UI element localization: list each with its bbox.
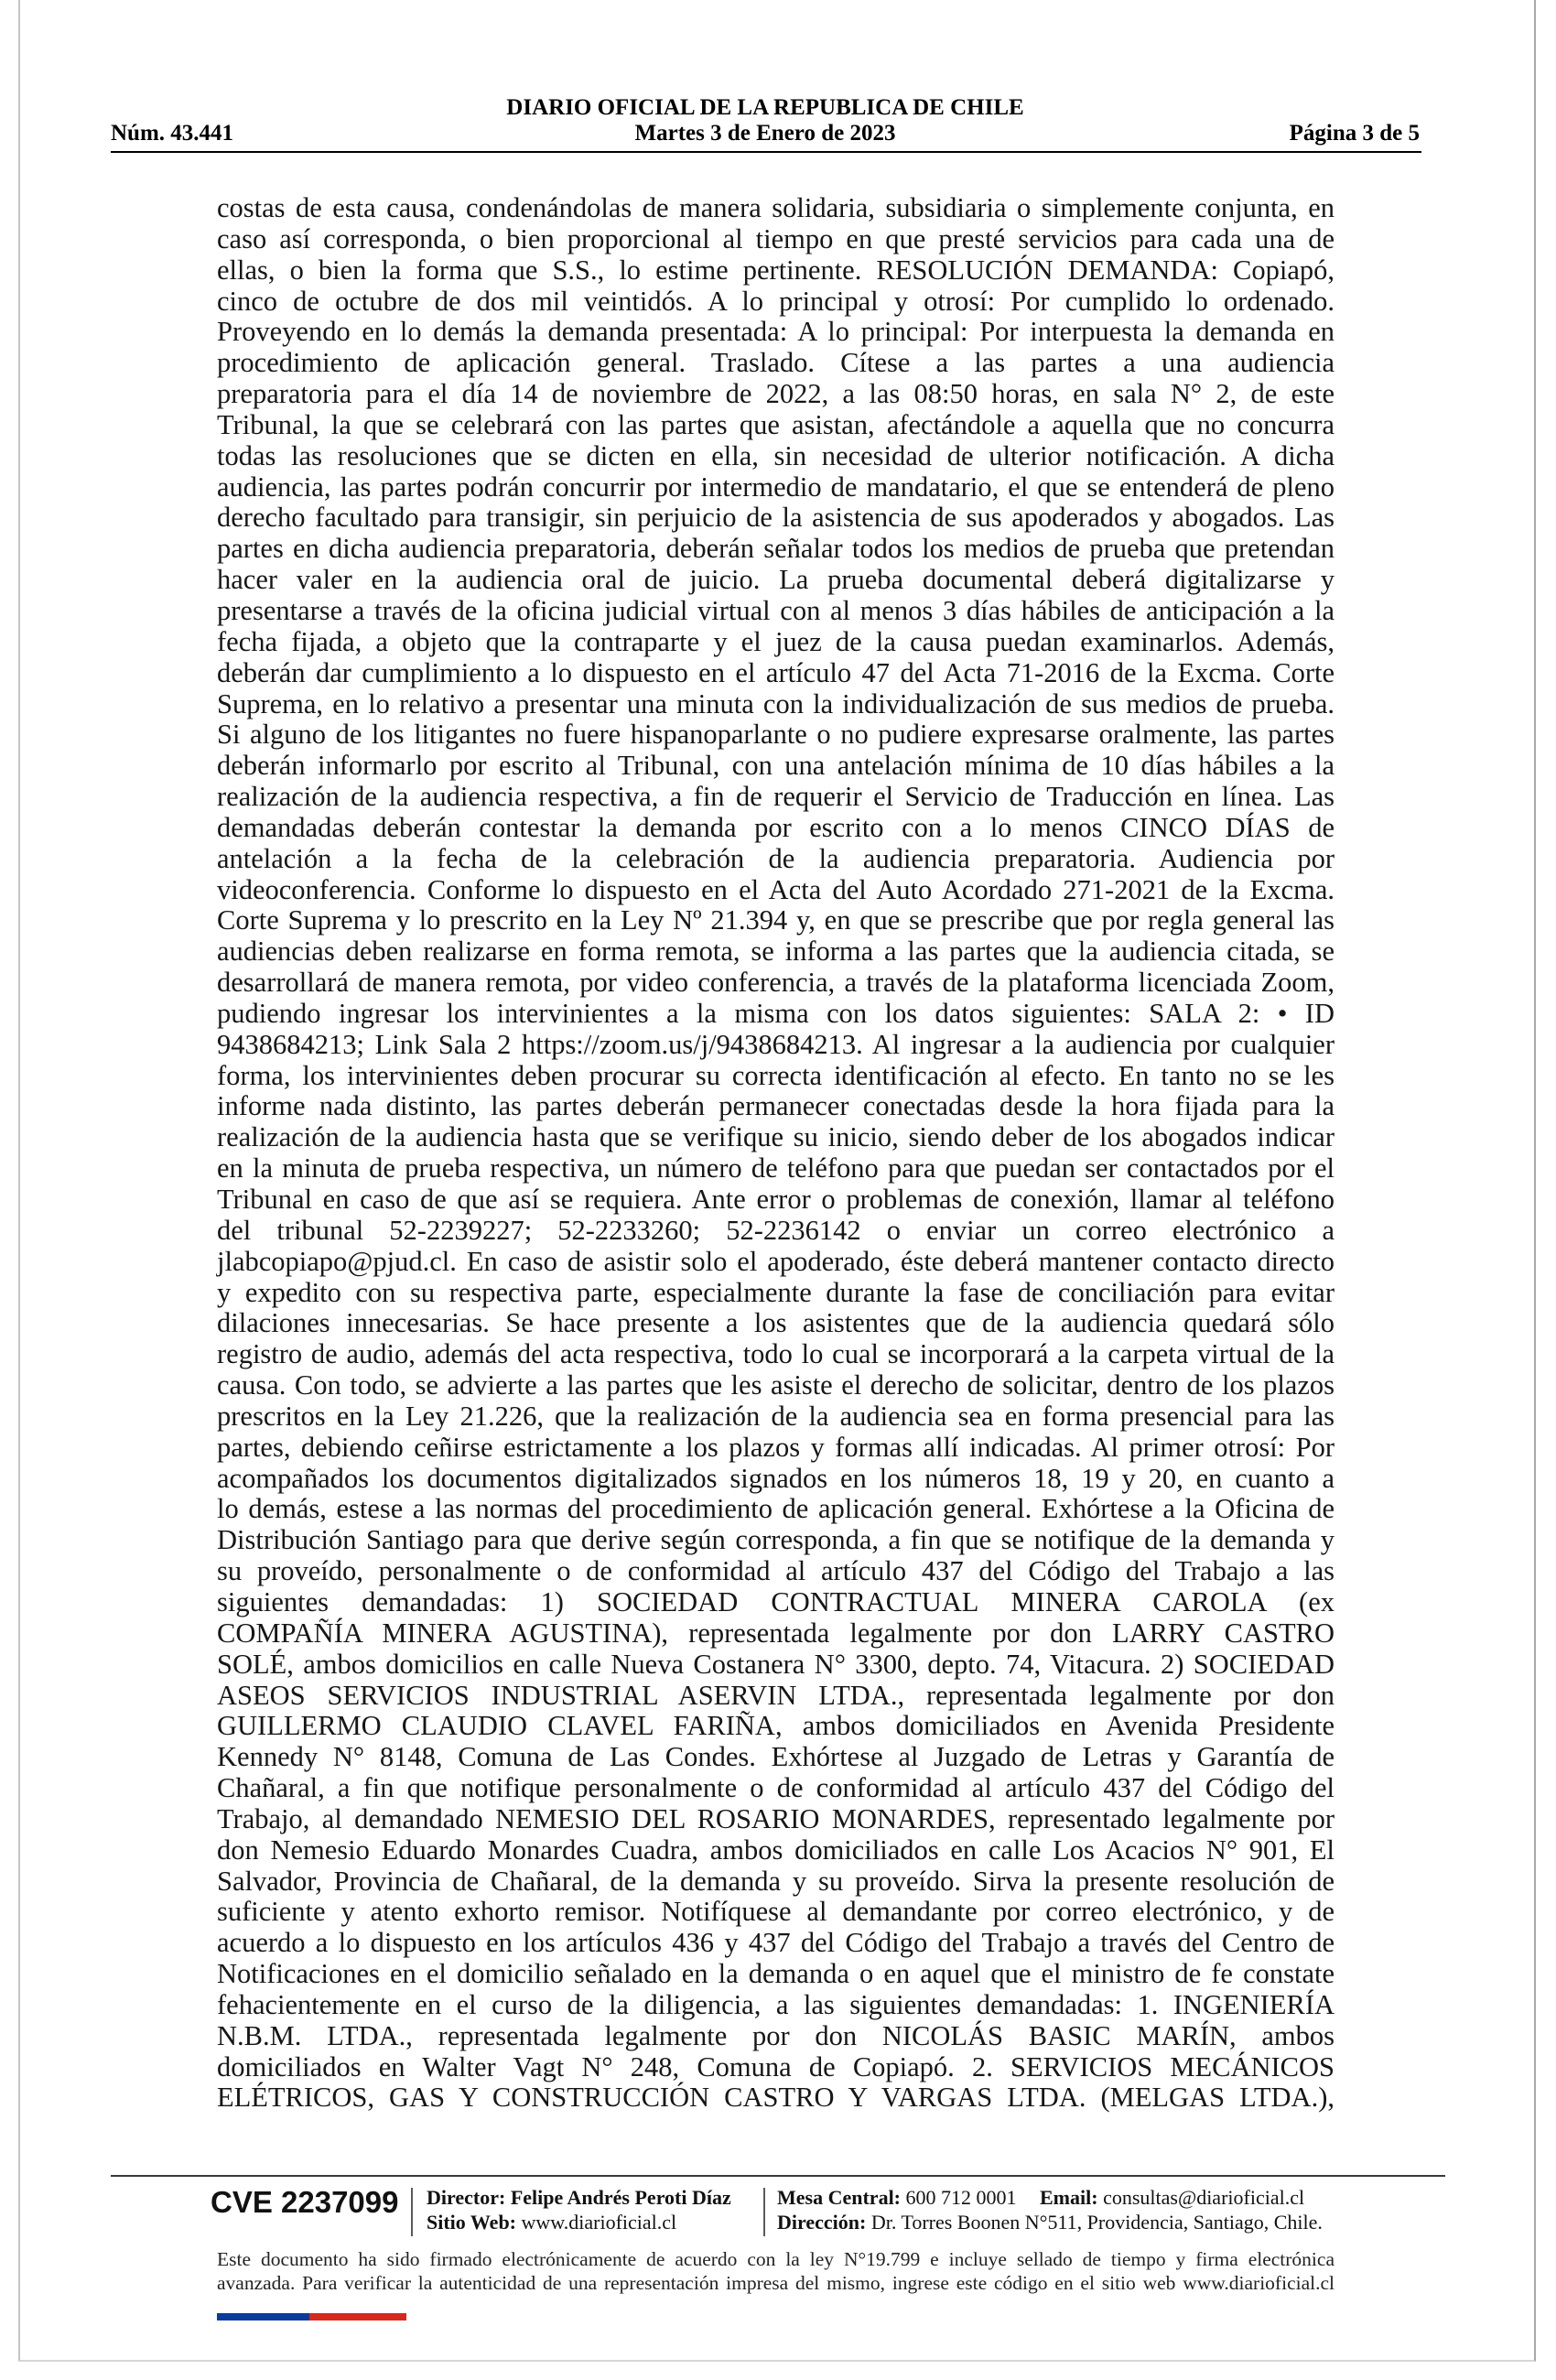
body-line: COMPAÑÍA MINERA AGUSTINA), representada legalmente por don LARRY CASTRO	[217, 1617, 1334, 1649]
body-line: audiencia, las partes podrán concurrir por intermedio de mandatario, el que se entenderá de pleno	[217, 471, 1334, 503]
body-line: domiciliados en Walter Vagt N° 248, Comuna de Copiapó. 2. SERVICIOS MECÁNICOS	[217, 2050, 1334, 2082]
phone-label: Mesa Central:	[777, 2186, 902, 2209]
footer-separator	[763, 2188, 765, 2236]
body-line: procedimiento de aplicación general. Traslado. Cítese a las partes a una audiencia	[217, 347, 1334, 379]
body-line: presentarse a través de la oficina judicial virtual con al menos 3 días hábiles de anticipación a la	[217, 594, 1334, 626]
director-label: Director:	[427, 2186, 506, 2209]
body-line: fehacientemente en el curso de la diligencia, a las siguientes demandadas: 1. INGENIERÍA	[217, 1988, 1334, 2020]
issue-date: Martes 3 de Enero de 2023	[634, 121, 896, 146]
address-line	[777, 2211, 1323, 2234]
body-line: SOLÉ, ambos domicilios en calle Nueva Costanera N° 3300, depto. 74, Vitacura. 2) SOCIEDAD	[217, 1648, 1334, 1680]
body-line: fecha fijada, a objeto que la contraparte y el juez de la causa puedan examinarlos. Además,	[217, 625, 1334, 657]
body-line: Distribución Santiago para que derive según corresponda, a fin que se notifique de la demanda y	[217, 1524, 1334, 1556]
body-line: desarrollará de manera remota, por video conferencia, a través de la plataforma licenciada Zoom,	[217, 967, 1334, 999]
body-line: lo demás, estese a las normas del procedimiento de aplicación general. Exhórtese a la Oficina de	[217, 1493, 1334, 1525]
body-line: realización de la audiencia hasta que se verifique su inicio, siendo deber de los abogados indicar	[217, 1121, 1334, 1153]
phone-number: 600 712 0001	[905, 2186, 1017, 2209]
body-line: ELÉTRICOS, GAS Y CONSTRUCCIÓN CASTRO Y VARGAS LTDA. (MELGAS LTDA.),	[217, 2082, 1334, 2114]
body-line: N.B.M. LTDA., representada legalmente por don NICOLÁS BASIC MARÍN, ambos	[217, 2019, 1334, 2051]
address-text: Dr. Torres Boonen N°511, Providencia, Santiago, Chile.	[870, 2211, 1323, 2234]
body-line: costas de esta causa, condenándolas de manera solidaria, subsidiaria o simplemente conjunta, en	[217, 192, 1334, 223]
body-line: forma, los intervinientes deben procurar su correcta identificación al efecto. En tanto no se les	[217, 1059, 1334, 1091]
body-line: Trabajo, al demandado NEMESIO DEL ROSARIO MONARDES, representado legalmente por	[217, 1802, 1334, 1834]
website-label: Sitio Web:	[427, 2211, 517, 2234]
flag-stripe-red	[309, 2313, 406, 2320]
body-line: deberán informarlo por escrito al Tribunal, con una antelación mínima de 10 días hábiles a la	[217, 750, 1334, 782]
address-label: Dirección:	[777, 2211, 867, 2234]
cve-code: CVE 2237099	[211, 2185, 399, 2219]
signature-notice	[217, 2247, 1334, 2295]
body-line: Tribunal, la que se celebrará con las partes que asistan, afectándole a aquella que no concurra	[217, 408, 1334, 440]
body-line: ASEOS SERVICIOS INDUSTRIAL ASERVIN LTDA., representada legalmente por don	[217, 1679, 1334, 1711]
body-line: acuerdo a lo dispuesto en los artículos 436 y 437 del Código del Trabajo a través del Centro de	[217, 1927, 1334, 1959]
website-url: www.diarioficial.cl	[521, 2211, 677, 2234]
body-line: Kennedy N° 8148, Comuna de Las Condes. Exhórtese al Juzgado de Letras y Garantía de	[217, 1741, 1334, 1773]
director-line	[427, 2186, 731, 2210]
body-line: derecho facultado para transigir, sin perjuicio de la asistencia de sus apoderados y abogados. Las	[217, 502, 1334, 534]
notice-line: avanzada. Para verificar la autenticidad de una representación impresa del mismo, ingrese este código en el sitio web www.diarioficial.cl	[217, 2272, 1334, 2294]
body-line: partes, debiendo ceñirse estrictamente a los plazos y formas allí indicadas. Al primer otrosí: Por	[217, 1431, 1334, 1463]
body-line: ellas, o bien la forma que S.S., lo estime pertinente. RESOLUCIÓN DEMANDA: Copiapó,	[217, 254, 1334, 286]
body-line: audiencias deben realizarse en forma remota, se informa a las partes que la audiencia citada, se	[217, 936, 1334, 968]
page-indicator: Página 3 de 5	[1289, 121, 1420, 146]
body-line: del tribunal 52-2239227; 52-2233260; 52-2236142 o enviar un correo electrónico a	[217, 1214, 1334, 1246]
email-label: Email:	[1040, 2186, 1098, 2209]
body-line: Tribunal en caso de que así se requiera. Ante error o problemas de conexión, llamar al teléfono	[217, 1184, 1334, 1215]
body-line: caso así corresponda, o bien proporcional al tiempo en que presté servicios para cada una de	[217, 222, 1334, 254]
body-line: acompañados los documentos digitalizados signados en los números 18, 19 y 20, en cuanto a	[217, 1462, 1334, 1494]
body-line: deberán dar cumplimiento a lo dispuesto en el artículo 47 del Acta 71-2016 de la Excma. Corte	[217, 656, 1334, 688]
body-line: Chañaral, a fin que notifique personalmente o de conformidad al artículo 437 del Código del	[217, 1772, 1334, 1804]
director-name: Felipe Andrés Peroti Díaz	[510, 2186, 731, 2209]
body-line: videoconferencia. Conforme lo dispuesto en el Acta del Auto Acordado 271-2021 de la Excma.	[217, 873, 1334, 905]
body-line: hacer valer en la audiencia oral de juicio. La prueba documental deberá digitalizarse y	[217, 564, 1334, 596]
flag-stripe-blue	[217, 2313, 309, 2320]
body-line: 9438684213; Link Sala 2 https://zoom.us/j/9438684213. Al ingresar a la audiencia por cualquier	[217, 1028, 1334, 1060]
body-line: Suprema, en lo relativo a presentar una minuta con la individualización de sus medios de prueba.	[217, 687, 1334, 719]
body-line: suficiente y atento exhorto remisor. Notifíquese al demandante por correo electrónico, y de	[217, 1896, 1334, 1928]
website-line	[427, 2211, 676, 2234]
body-line: demandadas deberán contestar la demanda por escrito con a lo menos CINCO DÍAS de	[217, 811, 1334, 843]
body-line: todas las resoluciones que se dicten en ella, sin necesidad de ulterior notificación. A dicha	[217, 439, 1334, 471]
phone-line	[777, 2186, 1017, 2210]
footer-divider	[111, 2175, 1445, 2177]
notice-line: Este documento ha sido firmado electrónicamente de acuerdo con la ley N°19.799 e incluye sellado de tiempo y firma electrónica	[217, 2248, 1334, 2270]
body-line: jlabcopiapo@pjud.cl. En caso de asistir solo el apoderado, éste deberá mantener contacto directo	[217, 1245, 1334, 1277]
body-line: realización de la audiencia respectiva, a fin de requerir el Servicio de Traducción en línea. Las	[217, 781, 1334, 813]
body-line: y expedito con su respectiva parte, especialmente durante la fase de conciliación para evitar	[217, 1276, 1334, 1308]
body-line: prescritos en la Ley 21.226, que la realización de la audiencia sea en forma presencial para las	[217, 1400, 1334, 1432]
body-line: dilaciones innecesarias. Se hace presente a los asistentes que de la audiencia quedará sólo	[217, 1307, 1334, 1339]
body-line: su proveído, personalmente o de conformidad al artículo 437 del Código del Trabajo a las	[217, 1555, 1334, 1587]
issue-number: Núm. 43.441	[111, 121, 234, 146]
body-line: partes en dicha audiencia preparatoria, deberán señalar todos los medios de prueba que pretendan	[217, 533, 1334, 565]
body-line: preparatoria para el día 14 de noviembre de 2022, a las 08:50 horas, en sala N° 2, de este	[217, 378, 1334, 410]
body-line: don Nemesio Eduardo Monardes Cuadra, ambos domiciliados en calle Los Acacios N° 901, El	[217, 1834, 1334, 1866]
body-line: GUILLERMO CLAUDIO CLAVEL FARIÑA, ambos domiciliados en Avenida Presidente	[217, 1710, 1334, 1742]
newspaper-title: DIARIO OFICIAL DE LA REPUBLICA DE CHILE	[506, 95, 1024, 120]
body-line: Salvador, Provincia de Chañaral, de la demanda y su proveído. Sirva la presente resolución de	[217, 1865, 1334, 1897]
footer-separator	[411, 2188, 413, 2236]
body-line: Si alguno de los litigantes no fuere hispanoparlante o no pudiere expresarse oralmente, las partes	[217, 719, 1334, 751]
body-text	[217, 193, 1334, 2114]
body-line: causa. Con todo, se advierte a las partes que les asiste el derecho de solicitar, dentro de los plazos	[217, 1369, 1334, 1401]
header-divider	[111, 151, 1421, 153]
body-line: Proveyendo en lo demás la demanda presentada: A lo principal: Por interpuesta la demanda en	[217, 316, 1334, 348]
body-line: Notificaciones en el domicilio señalado en la demanda o en aquel que el ministro de fe constate	[217, 1958, 1334, 1990]
body-line: en la minuta de prueba respectiva, un número de teléfono para que puedan ser contactados por el	[217, 1152, 1334, 1185]
body-line: siguientes demandadas: 1) SOCIEDAD CONTRACTUAL MINERA CAROLA (ex	[217, 1585, 1334, 1617]
body-line: informe nada distinto, las partes deberán permanecer conectadas desde la hora fijada para la	[217, 1090, 1334, 1122]
email-line	[1040, 2186, 1304, 2210]
body-line: pudiendo ingresar los intervinientes a la misma con los datos siguientes: SALA 2: • ID	[217, 997, 1334, 1029]
body-line: Corte Suprema y lo prescrito en la Ley Nº 21.394 y, en que se prescribe que por regla general las	[217, 904, 1334, 936]
body-line: antelación a la fecha de la celebración de la audiencia preparatoria. Audiencia por	[217, 842, 1334, 874]
body-line: cinco de octubre de dos mil veintidós. A lo principal y otrosí: Por cumplido lo ordenado.	[217, 285, 1334, 317]
email-address: consultas@diarioficial.cl	[1103, 2186, 1305, 2209]
body-line: registro de audio, además del acta respectiva, todo lo cual se incorporará a la carpeta virtual de la	[217, 1338, 1334, 1370]
